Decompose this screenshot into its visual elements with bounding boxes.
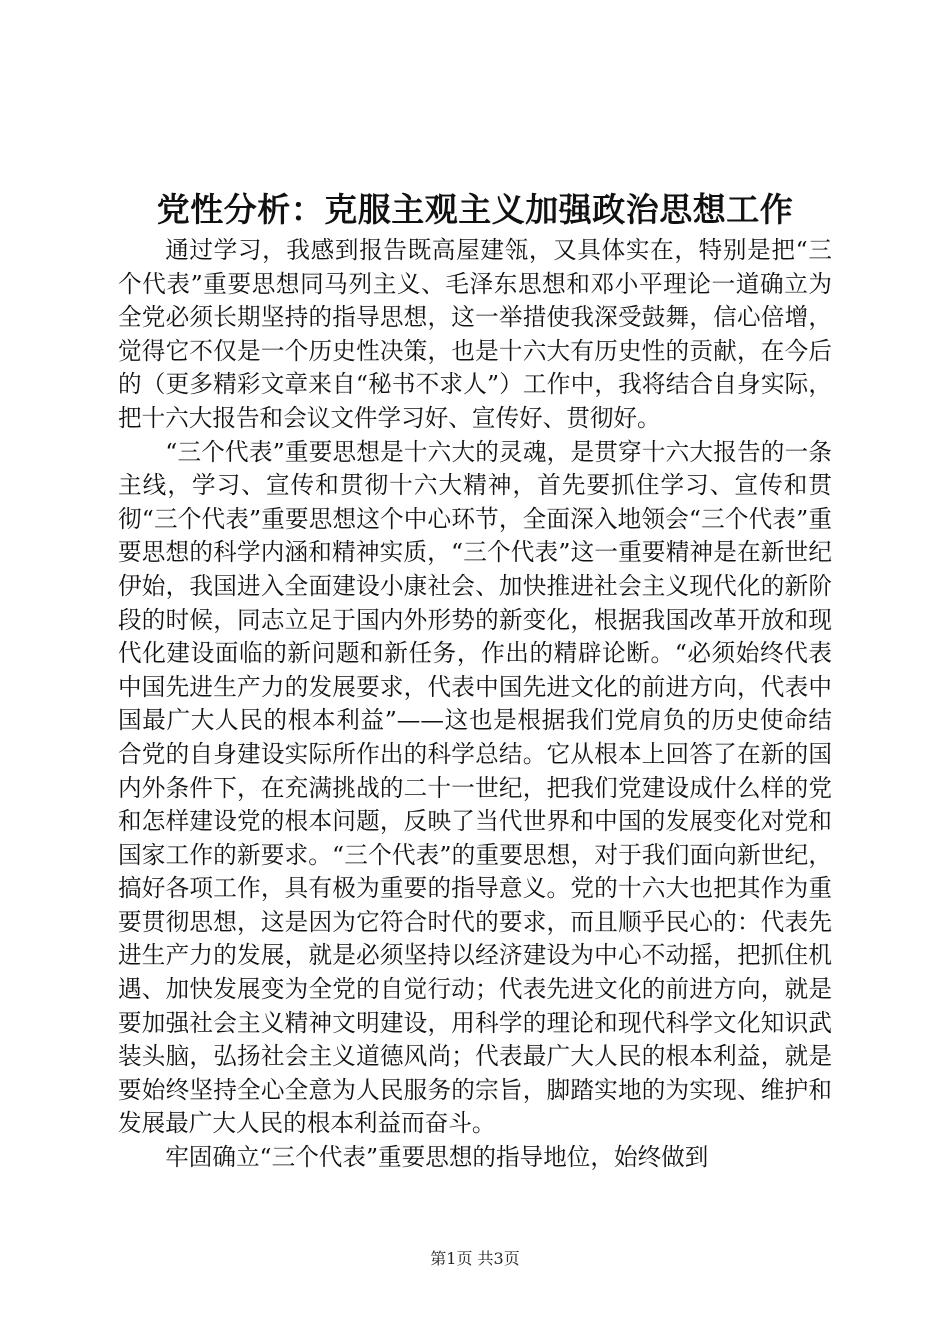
document-title: 党性分析：克服主观主义加强政治思想工作	[156, 190, 794, 229]
page-footer	[0, 1248, 950, 1270]
paragraph-1: 通过学习，我感到报告既高屋建瓴，又具体实在，特别是把“三个代表”重要思想同马列主义、毛泽东思想和邓小平理论一道确立为全党必须长期坚持的指导思想，这一举措使我深受鼓舞，信心倍增，觉得它不仅是一个历史性决策，也是十六大有历史性的贡献，在今后的（更多精彩文章来自“秘书不求人”）工作中，我将结合自身实际，把十六大报告和会议文件学习好、宣传好、贯彻好。	[118, 236, 832, 432]
paragraph-2: “三个代表”重要思想是十六大的灵魂，是贯穿十六大报告的一条主线，学习、宣传和贯彻十六大精神，首先要抓住学习、宣传和贯彻“三个代表”重要思想这个中心环节，全面深入地领会“三个代表”重要思想的科学内涵和精神实质，“三个代表”这一重要精神是在新世纪伊始，我国进入全面建设小康社会、加快推进社会主义现代化的新阶段的时候，同志立足于国内外形势的新变化，根据我国改革开放和现代化建设面临的新问题和新任务，作出的精辟论断。“必须始终代表中国先进生产力的发展要求，代表中国先进文化的前进方向，代表中国最广大人民的根本利益”——这也是根据我们党肩负的历史使命结合党的自身建设实际所作出的科学总结。它从根本上回答了在新的国内外条件下，在充满挑战的二十一世纪，把我们党建设成什么样的党和怎样建设党的根本问题，反映了当代世界和中国的发展变化对党和国家工作的新要求。“三个代表”的重要思想，对于我们面向新世纪，搞好各项工作，具有极为重要的指导意义。党的十六大也把其作为重要贯彻思想，这是因为它符合时代的要求，而且顺乎民心的：代表先进生产力的发展，就是必须坚持以经济建设为中心不动摇，把抓住机遇、加快发展变为全党的自觉行动；代表先进文化的前进方向，就是要加强社会主义精神文明建设，用科学的理论和现代科学文化知识武装头脑，弘扬社会主义道德风尚；代表最广大人民的根本利益，就是要始终坚持全心全意为人民服务的宗旨，脚踏实地的为实现、维护和发展最广大人民的根本利益而奋斗。	[118, 437, 832, 1138]
paragraph-3: 牢固确立“三个代表”重要思想的指导地位，始终做到	[165, 1143, 709, 1172]
document-body	[118, 234, 832, 1175]
page-indicator: 第1页 共3页	[430, 1249, 520, 1268]
